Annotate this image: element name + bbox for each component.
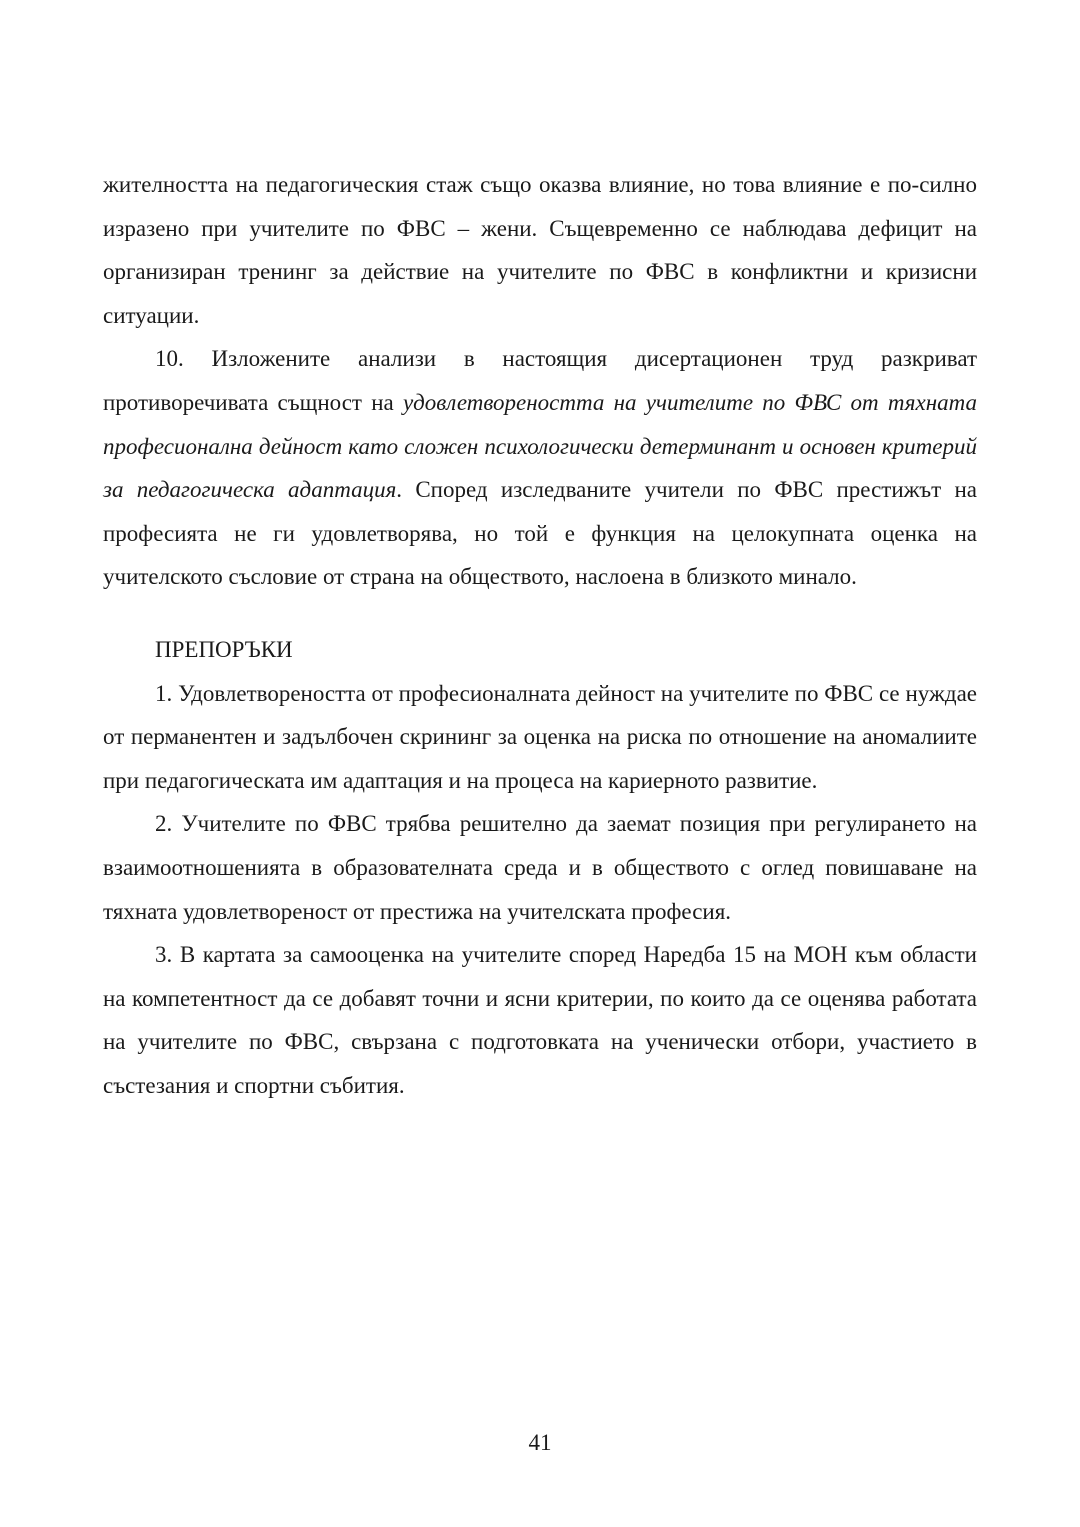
section-heading: ПРЕПОРЪКИ <box>155 636 293 662</box>
recommendation-1: 1. Удовлетвореността от професионалната дейност на учителите по ФВС се нуждае от перманентен и задълбочен скрининг за оценка на риска по отношение на аномалиите при педагогическата им адаптация и на процеса на кариерното развитие. <box>103 680 977 793</box>
paragraph-10-tail: . Според изследваните учители по ФВС престижът на професията не ги удовлетворява, но той е функция на целокупната оценка на учителското съсловие от страна на обществото, наслоена в близкото минало. <box>103 477 977 590</box>
section-gap <box>103 599 977 628</box>
paragraph-10-emphasis: удовлетвореността на учителите по ФВС от тяхната професионална дейност като сложен психологически детерминант и основен критерий за педагогическа адаптация <box>103 389 977 503</box>
paragraph-10 <box>103 337 977 599</box>
recommendation-2: 2. Учителите по ФВС трябва решително да заемат позиция при регулирането на взаимоотношенията в образователната среда и в обществото с оглед повишаване на тяхната удовлетвореност от престижа на учителската професия. <box>103 811 977 924</box>
page-number: 41 <box>528 1430 552 1455</box>
paragraph-10-lead: 10. Изложените анализи в настоящия дисертационен труд разкриват противоречивата същност на <box>103 346 977 415</box>
recommendation-3: 3. В картата за самооценка на учителите според Наредба 15 на МОН към области на компетентност да се добавят точни и ясни критерии, по които да се оценява работата на учителите по ФВС, свързана с подготовката на ученически отбори, участието в състезания и спортни събития. <box>103 942 977 1098</box>
paragraph-continuation: жителността на педагогическия стаж също оказва влияние, но това влияние е по-силно изразено при учителите по ФВС – жени. Същевременно се наблюдава дефицит на организиран тренинг за действие на учителите по ФВС в конфликтни и кризисни ситуации. <box>103 172 977 328</box>
body-text <box>103 163 977 1107</box>
